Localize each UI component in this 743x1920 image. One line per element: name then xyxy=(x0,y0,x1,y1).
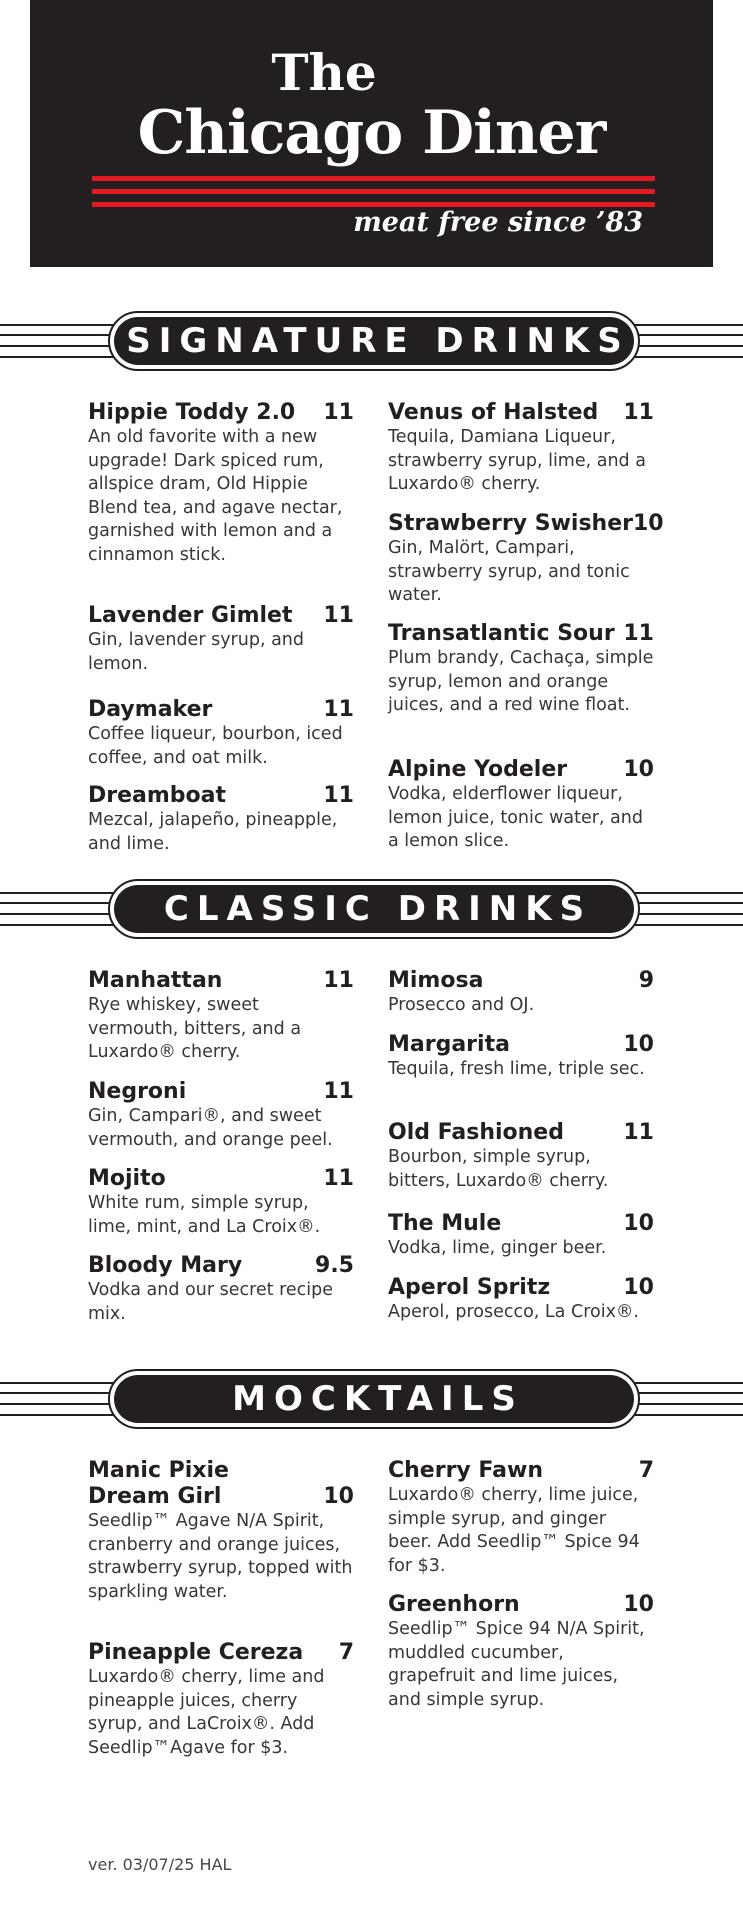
section-title: SIGNATURE DRINKS xyxy=(114,317,634,365)
section-banner-mocktails xyxy=(0,1369,743,1429)
menu-item xyxy=(388,757,654,854)
item-price: 11 xyxy=(323,1166,354,1191)
menu-item xyxy=(88,968,354,1065)
menu-item xyxy=(388,511,664,608)
item-name: Venus of Halsted xyxy=(388,400,599,425)
item-description: Aperol, prosecco, La Croix®. xyxy=(388,1302,639,1322)
menu-item xyxy=(388,1211,654,1261)
item-price: 9.5 xyxy=(315,1253,354,1278)
item-price: 10 xyxy=(323,1484,354,1509)
item-price: 11 xyxy=(323,783,354,808)
item-price: 10 xyxy=(623,1275,654,1300)
item-name: Greenhorn xyxy=(388,1592,520,1617)
item-description: Seedlip™ Spice 94 N/A Spirit, muddled cucumber, grapefruit and lime juices, and simple syrup. xyxy=(388,1619,645,1710)
item-name: Hippie Toddy 2.0 xyxy=(88,400,296,425)
item-name: Dreamboat xyxy=(88,783,227,808)
red-stripe xyxy=(92,189,655,194)
item-name: Lavender Gimlet xyxy=(88,603,293,628)
item-description: An old favorite with a new upgrade! Dark spiced rum, allspice dram, Old Hippie Blend tea, and agave nectar, garnished with lemon and a cinnamon stick. xyxy=(88,427,343,565)
item-description: Luxardo® cherry, lime and pineapple juices, cherry syrup, and LaCroix®. Add Seedlip™Agave for $3. xyxy=(88,1667,325,1758)
menu-item xyxy=(388,1458,654,1578)
item-price: 10 xyxy=(623,1211,654,1236)
item-name-line2: Dream Girl xyxy=(88,1484,222,1509)
menu-item xyxy=(88,1166,354,1239)
menu-item xyxy=(88,603,354,676)
item-description: Plum brandy, Cachaça, simple syrup, lemon and orange juices, and a red wine float. xyxy=(388,648,654,715)
item-price: 11 xyxy=(323,968,354,993)
item-name: Manic Pixie xyxy=(88,1458,229,1483)
item-name: Aperol Spritz xyxy=(388,1275,551,1300)
logo-tagline: meat free since ’83 xyxy=(353,207,643,238)
item-description: Coffee liqueur, bourbon, iced coffee, and oat milk. xyxy=(88,724,343,768)
item-description: Gin, Campari®, and sweet vermouth, and orange peel. xyxy=(88,1106,333,1150)
item-description: Gin, Malört, Campari, strawberry syrup, and tonic water. xyxy=(388,538,630,605)
menu-item xyxy=(388,1032,654,1082)
item-price: 11 xyxy=(323,697,354,722)
item-price: 7 xyxy=(338,1640,354,1665)
item-name: The Mule xyxy=(388,1211,502,1236)
item-name: Strawberry Swisher xyxy=(388,511,633,536)
item-price: 11 xyxy=(323,603,354,628)
item-name: Mojito xyxy=(88,1166,166,1191)
item-name: Alpine Yodeler xyxy=(388,757,568,782)
item-name: Old Fashioned xyxy=(388,1120,564,1145)
menu-item xyxy=(388,1275,654,1325)
section-banner-classic xyxy=(0,879,743,939)
item-description: Seedlip™ Agave N/A Spirit, cranberry and orange juices, strawberry syrup, topped with sparkling water. xyxy=(88,1511,353,1602)
section-title: MOCKTAILS xyxy=(114,1375,634,1423)
item-description: Luxardo® cherry, lime juice, simple syrup, and ginger beer. Add Seedlip™ Spice 94 for $3. xyxy=(388,1485,640,1576)
menu-item xyxy=(88,1458,354,1604)
item-description: Vodka, lime, ginger beer. xyxy=(388,1238,607,1258)
menu-item xyxy=(88,1640,354,1760)
item-price: 11 xyxy=(323,1079,354,1104)
item-description: Bourbon, simple syrup, bitters, Luxardo® cherry. xyxy=(388,1147,609,1191)
item-description: Vodka, elderflower liqueur, lemon juice, tonic water, and a lemon slice. xyxy=(388,784,643,851)
item-price: 7 xyxy=(638,1458,654,1483)
item-name: Manhattan xyxy=(88,968,223,993)
item-price: 11 xyxy=(623,400,654,425)
item-description: White rum, simple syrup, lime, mint, and La Croix®. xyxy=(88,1193,321,1237)
item-description: Mezcal, jalapeño, pineapple, and lime. xyxy=(88,810,338,854)
item-description: Tequila, Damiana Liqueur, strawberry syrup, lime, and a Luxardo® cherry. xyxy=(388,427,646,494)
item-description: Vodka and our secret recipe mix. xyxy=(88,1280,334,1324)
menu-item xyxy=(88,400,354,567)
menu-item xyxy=(88,783,354,856)
item-name: Bloody Mary xyxy=(88,1253,243,1278)
item-price: 10 xyxy=(623,757,654,782)
item-price: 9 xyxy=(638,968,654,993)
item-price: 11 xyxy=(623,1120,654,1145)
section-title: CLASSIC DRINKS xyxy=(114,885,634,933)
item-description: Rye whiskey, sweet vermouth, bitters, and a Luxardo® cherry. xyxy=(88,995,302,1062)
item-description: Prosecco and OJ. xyxy=(388,995,535,1015)
menu-item xyxy=(388,400,654,497)
item-price: 10 xyxy=(623,1592,654,1617)
item-name: Daymaker xyxy=(88,697,213,722)
item-description: Gin, lavender syrup, and lemon. xyxy=(88,630,304,674)
menu-item xyxy=(88,697,354,770)
logo-the: The xyxy=(271,43,377,102)
item-price: 10 xyxy=(623,1032,654,1057)
version-footer: ver. 03/07/25 HAL xyxy=(88,1855,232,1874)
item-name: Cherry Fawn xyxy=(388,1458,543,1483)
item-description: Tequila, fresh lime, triple sec. xyxy=(388,1059,645,1079)
menu-item xyxy=(388,621,654,718)
item-name: Transatlantic Sour xyxy=(388,621,615,646)
menu-item xyxy=(388,1592,654,1712)
item-price: 11 xyxy=(623,621,654,646)
diner-logo-header xyxy=(30,0,713,267)
red-stripe xyxy=(92,176,655,181)
logo-name: Chicago Diner xyxy=(137,98,606,168)
menu-item xyxy=(388,1120,654,1193)
item-price: 11 xyxy=(323,400,354,425)
menu-item xyxy=(88,1079,354,1152)
item-name: Margarita xyxy=(388,1032,510,1057)
section-banner-signature xyxy=(0,311,743,371)
item-name: Pineapple Cereza xyxy=(88,1640,304,1665)
menu-item xyxy=(388,968,654,1018)
menu-item xyxy=(88,1253,354,1326)
item-name: Mimosa xyxy=(388,968,484,993)
item-price: 10 xyxy=(633,511,664,536)
item-name: Negroni xyxy=(88,1079,187,1104)
